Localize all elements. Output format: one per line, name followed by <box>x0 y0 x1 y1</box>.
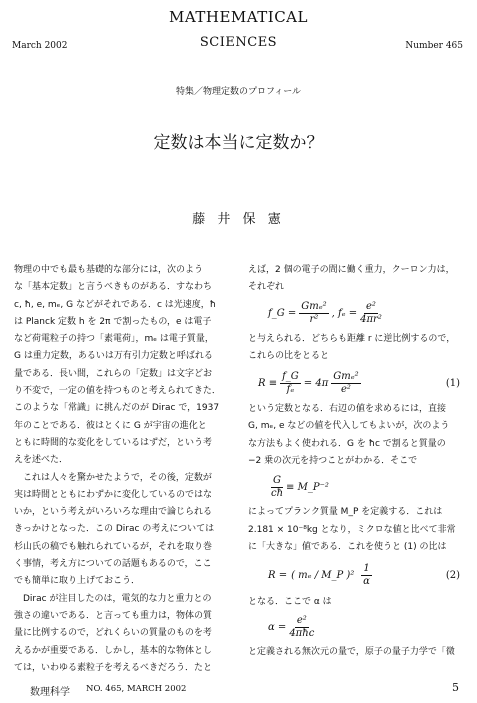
text-line: G は重力定数，あるいは万有引力定数と呼ばれる <box>14 351 213 362</box>
equation-number: (2) <box>445 569 460 581</box>
text-line: く事情，考え方についての話題もあるので，ここ <box>14 559 212 570</box>
text-line: な「基本定数」と言うべきものがある．すなわち <box>14 282 213 293</box>
text-line: このような「常識」に挑んだのが Dirac で，1937 <box>14 403 220 414</box>
fraction: $\frac{1}{\alpha}$ <box>363 562 370 587</box>
force-equations: f_G = $\frac{\text{Gmₑ²}}{\text{r²}}$ , fₑ = $\frac{\text{e²}}{\text{4πr²}}$ <box>268 301 382 326</box>
fraction: $\frac{\text{Gmₑ²}}{\text{e²}}$ <box>333 370 359 395</box>
fraction: $\frac{\text{Gmₑ²}}{\text{r²}}$ <box>301 301 327 326</box>
issue-date: March 2002 <box>12 41 68 51</box>
text-line: G, mₑ, e などの値を代入してもよいが，次のよう <box>248 421 450 432</box>
text-line: きっかけとなった．この Dirac の考えについては <box>14 524 215 535</box>
text-line: これらの比をとると <box>248 350 330 361</box>
page-number: 5 <box>452 681 459 694</box>
article-author: 藤 井 保 憲 <box>192 212 285 227</box>
article-title: 定数は本当に定数か？ <box>153 133 324 153</box>
text-line: な方法もよく使われる．G を ħc で割ると質量の <box>248 438 446 449</box>
text-line: 年のことである．彼はとくに G が宇宙の進化と <box>14 420 207 431</box>
text-line: 強さの違いである．と言っても重力は，物体の質 <box>14 610 213 621</box>
text-line: えを述べた． <box>14 455 69 466</box>
text-line: 物理の中でも最も基礎的な部分には，次のよう <box>14 265 204 275</box>
text-line: など荷電粒子の持つ「素電荷」，mₑ は電子質量， <box>14 334 214 345</box>
footer-journal-name: 数理科学 <box>30 687 70 698</box>
text-line: ては，いわゆる素粒子を考えるべきだろう．たと <box>14 662 213 673</box>
journal-name-line2: SCIENCES <box>199 35 278 50</box>
fraction: $\frac{f\_G}{\text{fₑ}}$ <box>282 370 299 395</box>
equation-1: R ≡ $\frac{f\_G}{\text{fₑ}}$ = 4π $\frac{\text{Gmₑ²}}{\text{e²}}$ (1) <box>258 370 460 395</box>
text-line: となる．ここで α は <box>248 597 332 608</box>
text-line: それぞれ <box>248 282 285 293</box>
footer-issue: NO. 465, MARCH 2002 <box>86 684 187 694</box>
text-line: は Planck 定数 h を 2π で割ったもの，e は電子 <box>14 316 212 327</box>
right-column <box>248 262 470 661</box>
text-line: えば，2 個の電子の間に働く重力，クーロン力は， <box>248 265 455 275</box>
text-line: という定数となる．右辺の値を求めるには，直接 <box>248 404 447 415</box>
equation-number: (1) <box>445 377 460 389</box>
text-line: 実は時間とともにわずかに変化しているのではな <box>14 489 213 500</box>
text-line: これは人々を驚かせたようで，その後，定数が <box>14 472 212 483</box>
text-line: と与えられる．どちらも距離 r に逆比例するので， <box>248 333 456 344</box>
text-line: c, ħ, e, mₑ, G などがそれである．c は光速度，ħ <box>14 299 217 310</box>
text-line: でも簡単に取り上げておこう． <box>14 576 141 587</box>
text-line: −2 乗の次元を持つことがわかる．そこで <box>248 456 418 467</box>
planck-mass-definition: $\frac{G}{cħ}$ ≡ M_P⁻² <box>271 474 329 499</box>
text-line: えるかが重要である．しかし，基本的な物体とし <box>14 645 213 656</box>
text-line: いか，という考えがいろいろな理由で論じられる <box>14 507 213 518</box>
feature-series-label: 特集／物理定数のプロフィール <box>175 87 302 97</box>
issue-number: Number 465 <box>405 41 463 51</box>
text-line: Dirac が注目したのは，電気的な力と重力との <box>14 593 212 604</box>
text-line: 量に比例するので，どれくらいの質量のものを考 <box>14 628 212 639</box>
left-column <box>14 262 236 677</box>
text-line: り不変で，一定の値を持つものと考えられてきた． <box>14 386 221 397</box>
equation-2: R = ( mₑ / M_P )² $\frac{1}{\alpha}$ (2) <box>268 562 460 587</box>
text-line: 量である．長い間，これらの「定数」は文字どお <box>14 368 213 379</box>
text-line: ともに時間的な変化をしているはずだ，という考 <box>14 437 213 448</box>
text-line: と定義される無次元の量で，原子の量子力学で「微 <box>248 646 455 657</box>
text-line: に「大きな」値である．これを使うと (1) の比は <box>248 541 447 552</box>
text-line: によってプランク質量 M_P を定義する．これは <box>248 507 443 518</box>
fraction: $\frac{G}{cħ}$ <box>271 474 284 499</box>
fine-structure-definition: α = $\frac{\text{e²}}{\text{4πħc}}$ <box>268 615 315 640</box>
text-line: 2.181 × 10⁻⁸kg となり，ミクロな値と比べて非常 <box>248 524 456 535</box>
journal-name-line1: MATHEMATICAL <box>169 8 308 26</box>
text-line: 杉山氏の稿でも触れられているが，それを取り巻 <box>14 541 213 552</box>
fraction: $\frac{\text{e²}}{\text{4πr²}}$ <box>360 301 382 326</box>
fraction: $\frac{\text{e²}}{\text{4πħc}}$ <box>289 615 315 640</box>
